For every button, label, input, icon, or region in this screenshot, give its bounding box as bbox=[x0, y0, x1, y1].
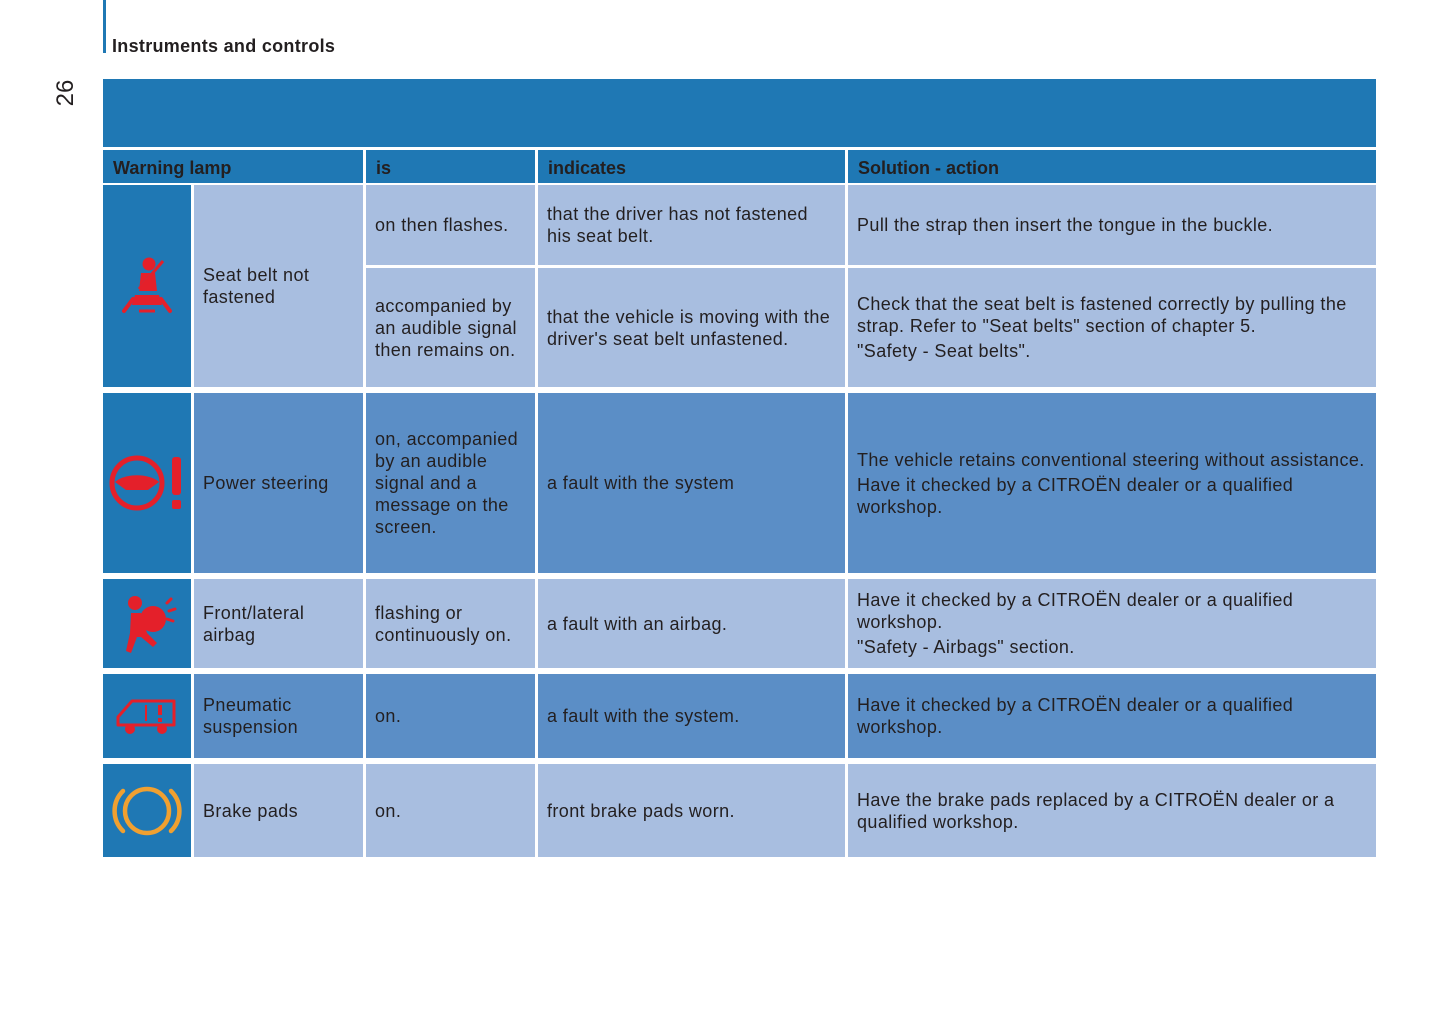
section-title: Instruments and controls bbox=[112, 36, 336, 56]
column-header-indicates: indicates bbox=[538, 150, 845, 183]
table-header-row bbox=[103, 150, 1376, 183]
lamp-name: Brake pads bbox=[194, 764, 363, 857]
pneumatic-suspension-icon-cell bbox=[103, 674, 191, 758]
status-cell: accompanied by an audible signal then remains on. bbox=[366, 268, 535, 387]
side-rule bbox=[103, 0, 106, 53]
action-cell: Check that the seat belt is fastened correctly by pulling the strap. Refer to "Seat belts" section of chapter 5. "Safety - Seat belts". bbox=[848, 268, 1376, 387]
airbag-icon-cell bbox=[103, 579, 191, 668]
indicates-cell: a fault with the system bbox=[538, 393, 845, 573]
indicates-cell: that the driver has not fastened his seat belt. bbox=[538, 185, 845, 265]
indicates-cell: front brake pads worn. bbox=[538, 764, 845, 857]
power-steering-icon bbox=[107, 452, 187, 514]
lamp-name: Pneumatic suspension bbox=[194, 674, 363, 758]
column-header-is: is bbox=[366, 150, 535, 183]
status-cell: flashing or continuously on. bbox=[366, 579, 535, 668]
airbag-icon bbox=[117, 593, 177, 655]
action-cell: Have the brake pads replaced by a CITROËN dealer or a qualified workshop. bbox=[848, 764, 1376, 857]
action-cell: Have it checked by a CITROËN dealer or a qualified workshop. "Safety - Airbags" section. bbox=[848, 579, 1376, 668]
indicates-cell: a fault with an airbag. bbox=[538, 579, 845, 668]
table-row-power-steering bbox=[103, 393, 1376, 573]
action-cell: Have it checked by a CITROËN dealer or a qualified workshop. bbox=[848, 674, 1376, 758]
table-row-airbag bbox=[103, 579, 1376, 668]
table-row-pneumatic-suspension bbox=[103, 674, 1376, 758]
lamp-name: Front/lateral airbag bbox=[194, 579, 363, 668]
brake-pads-icon-cell bbox=[103, 764, 191, 857]
status-cell: on, accompanied by an audible signal and a message on the screen. bbox=[366, 393, 535, 573]
warning-lamp-table bbox=[103, 150, 1376, 832]
lamp-name: Seat belt not fastened bbox=[194, 185, 363, 387]
table-banner bbox=[103, 79, 1376, 147]
status-cell: on then flashes. bbox=[366, 185, 535, 265]
indicates-cell: that the vehicle is moving with the driver's seat belt unfastened. bbox=[538, 268, 845, 387]
seat-belt-icon-cell bbox=[103, 185, 191, 387]
action-cell: Pull the strap then insert the tongue in the buckle. bbox=[848, 185, 1376, 265]
indicates-cell: a fault with the system. bbox=[538, 674, 845, 758]
lamp-name: Power steering bbox=[194, 393, 363, 573]
status-cell: on. bbox=[366, 674, 535, 758]
table-row-seat-belt bbox=[103, 185, 1376, 387]
power-steering-icon-cell bbox=[103, 393, 191, 573]
seat-belt-icon bbox=[119, 255, 175, 317]
table-row-brake-pads bbox=[103, 764, 1376, 857]
brake-pads-icon bbox=[112, 781, 182, 841]
column-header-warning-lamp: Warning lamp bbox=[103, 150, 363, 183]
action-cell: The vehicle retains conventional steering without assistance. Have it checked by a CITROËN dealer or a qualified workshop. bbox=[848, 393, 1376, 573]
pneumatic-suspension-icon bbox=[114, 693, 180, 739]
page-number: 26 bbox=[52, 79, 79, 107]
status-cell: on. bbox=[366, 764, 535, 857]
column-header-solution-action: Solution - action bbox=[848, 150, 1376, 183]
